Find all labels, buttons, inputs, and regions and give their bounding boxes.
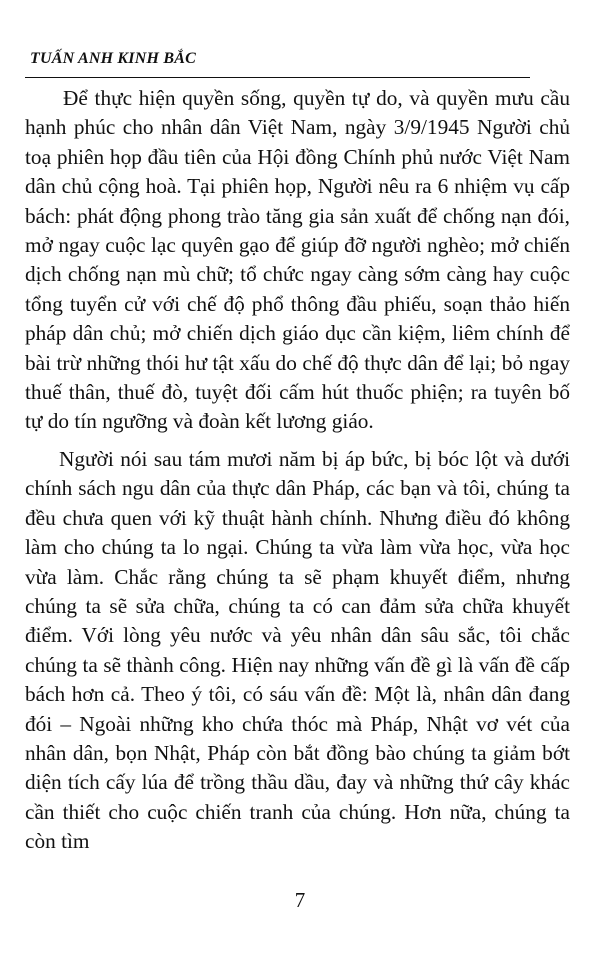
page-number: 7: [294, 888, 306, 912]
body-text: [25, 84, 570, 857]
header-rule: [25, 77, 530, 78]
paragraph-1: Để thực hiện quyền sống, quyền tự do, và quyền mưu cầu hạnh phúc cho nhân dân Việt Nam, ngày 3/9/1945 Người chủ toạ phiên họp đầu tiên của Hội đồng Chính phủ nước Việt Nam dân chủ cộng hoà. Tại phiên họp, Người nêu ra 6 nhiệm vụ cấp bách: phát động phong trào tăng gia sản xuất để chống nạn đói, mở ngay cuộc lạc quyên gạo để giúp đỡ người nghèo; mở chiến dịch chống nạn mù chữ; tổ chức ngay càng sớm càng hay cuộc tổng tuyển cử với chế độ phổ thông đầu phiếu, soạn thảo hiến pháp dân chủ; mở chiến dịch giáo dục cần kiệm, liêm chính để bài trừ những thói hư tật xấu do chế độ thực dân để lại; bỏ ngay thuế thân, thuế đò, tuyệt đối cấm hút thuốc phiện; ra tuyên bố tự do tín ngưỡng và đoàn kết lương giáo.: [25, 86, 570, 434]
running-header: TUẤN ANH KINH BẮC: [30, 50, 196, 67]
paragraph-2: Người nói sau tám mươi năm bị áp bức, bị bóc lột và dưới chính sách ngu dân của thực dân Pháp, các bạn và tôi, chúng ta đều chưa quen với kỹ thuật hành chính. Nhưng điều đó không làm cho chúng ta lo ngại. Chúng ta vừa làm vừa học, vừa học vừa làm. Chắc rằng chúng ta sẽ phạm khuyết điểm, nhưng chúng ta sẽ sửa chữa, chúng ta có can đảm sửa chữa khuyết điểm. Với lòng yêu nước và yêu nhân dân sâu sắc, tôi chắc chúng ta sẽ thành công. Hiện nay những vấn đề gì là vấn đề cấp bách hơn cả. Theo ý tôi, có sáu vấn đề: Một là, nhân dân đang đói – Ngoài những kho chứa thóc mà Pháp, Nhật vơ vét của nhân dân, bọn Nhật, Pháp còn bắt đồng bào chúng ta giảm bớt diện tích cấy lúa để trồng thầu dầu, đay và những thứ cây khác cần thiết cho cuộc chiến tranh của chúng. Hơn nữa, chúng ta còn tìm: [25, 446, 570, 854]
